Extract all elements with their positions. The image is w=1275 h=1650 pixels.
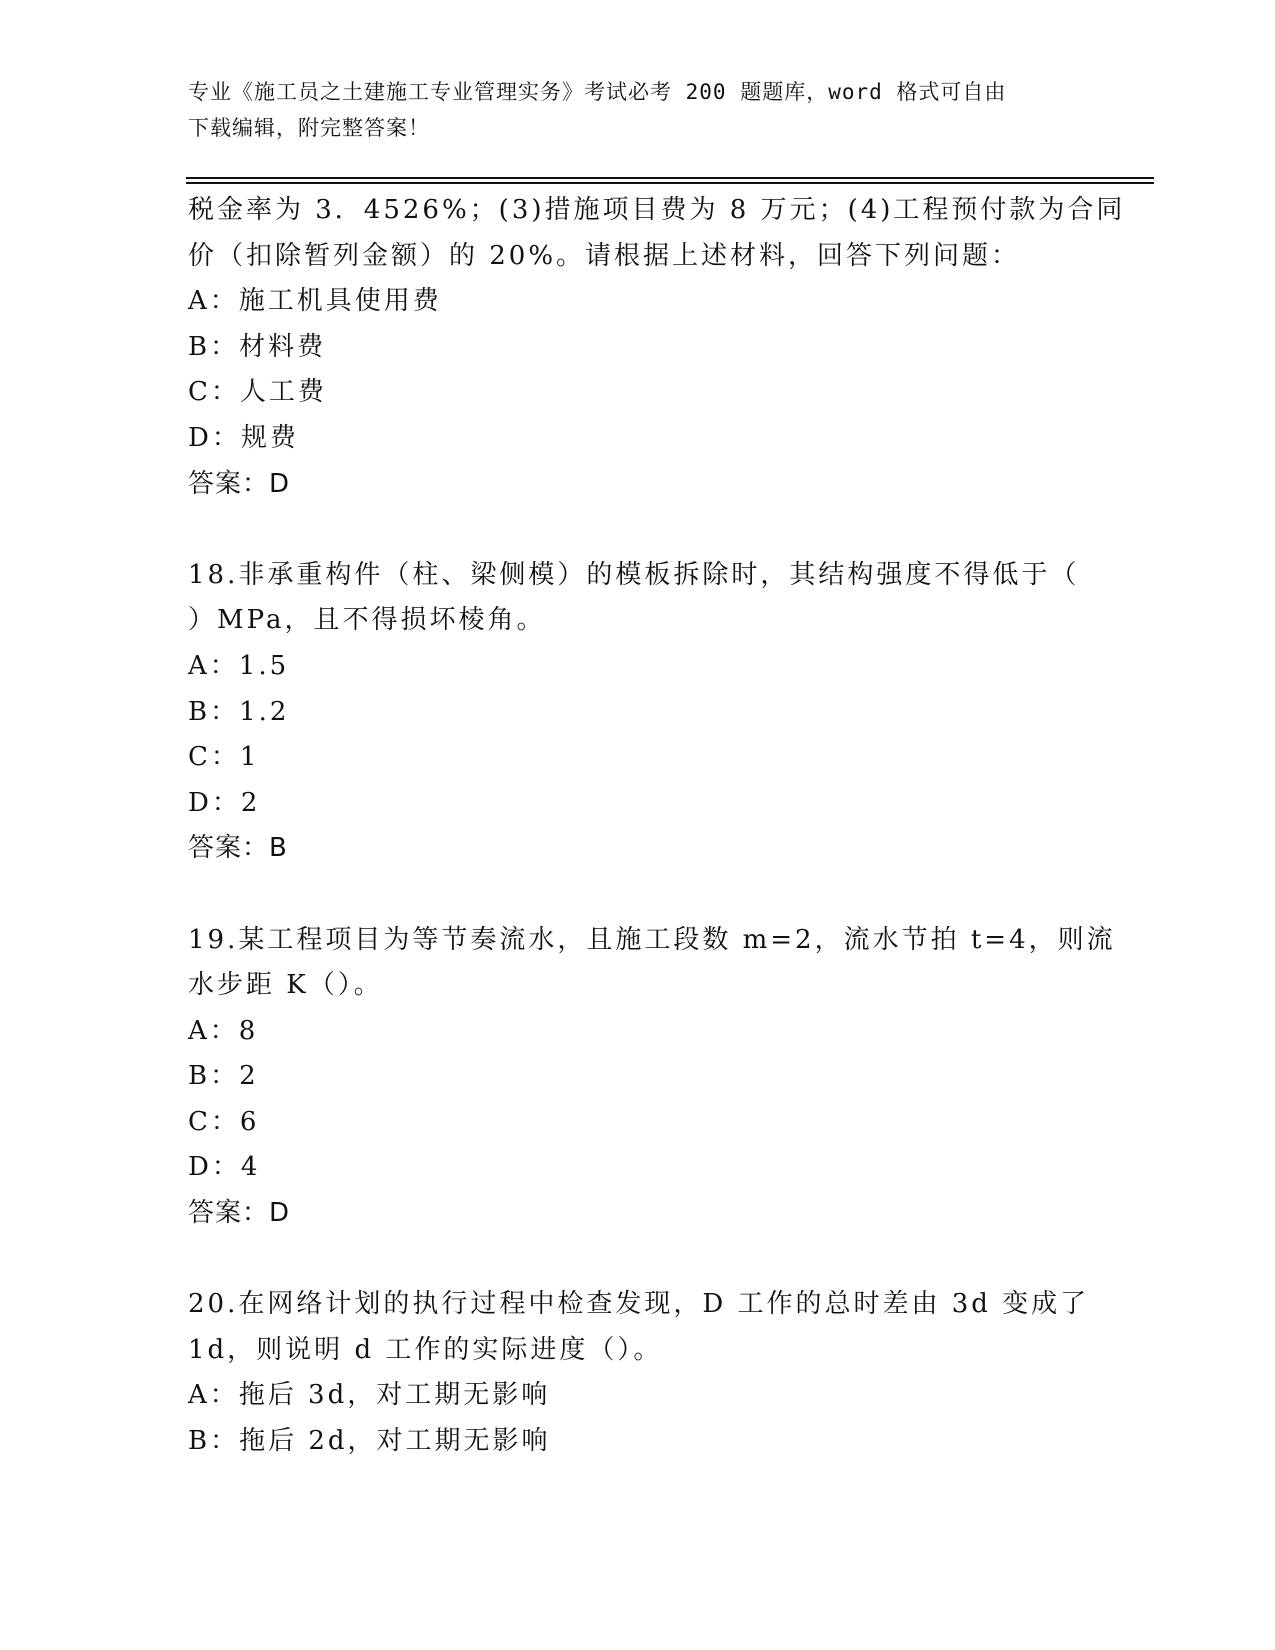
option-d: D：4 xyxy=(188,1152,261,1183)
option-c: C：人工费 xyxy=(188,377,327,408)
spacer xyxy=(188,1237,1068,1283)
question-text-line: 水步距 K（）。 xyxy=(188,970,383,1001)
option-b: B：拖后 2d，对工期无影响 xyxy=(188,1426,551,1457)
option-a: A：8 xyxy=(188,1015,259,1046)
option-b: B：材料费 xyxy=(188,331,327,362)
option-b: B：1.2 xyxy=(188,696,290,727)
question-19 xyxy=(188,918,1116,1237)
answer-line: 答案：B xyxy=(188,833,288,864)
option-c: C：1 xyxy=(188,742,260,773)
question-text-line: ）MPa，且不得损坏棱角。 xyxy=(188,605,546,636)
question-text-line: 1d，则说明 d 工作的实际进度（）。 xyxy=(188,1334,663,1365)
option-d: D：规费 xyxy=(188,422,299,453)
option-b: B：2 xyxy=(188,1061,259,1092)
answer-line: 答案：D xyxy=(188,1198,291,1229)
header-divider-top xyxy=(186,177,1154,179)
question-18 xyxy=(188,553,1080,872)
document-body xyxy=(188,188,1126,1465)
question-text-line: 20.在网络计划的执行过程中检查发现，D 工作的总时差由 3d 变成了 xyxy=(188,1289,1090,1320)
option-c: C：6 xyxy=(188,1106,260,1137)
spacer xyxy=(188,872,1068,918)
option-d: D：2 xyxy=(188,787,261,818)
header-line-2: 下载编辑，附完整答案！ xyxy=(188,116,430,140)
header-line-1: 专业《施工员之土建施工专业管理实务》考试必考 200 题题库，word 格式可自由 xyxy=(188,80,1007,104)
question-text-line: 税金率为 3．4526%；(3)措施项目费为 8 万元；(4)工程预付款为合同 xyxy=(188,195,1126,225)
question-17-continuation xyxy=(188,188,1126,507)
question-20 xyxy=(188,1282,1090,1464)
option-a: A：1.5 xyxy=(188,650,290,681)
question-text-line: 价（扣除暂列金额）的 20%。请根据上述材料，回答下列问题： xyxy=(188,240,1021,271)
answer-line: 答案：D xyxy=(188,468,291,499)
option-a: A：拖后 3d，对工期无影响 xyxy=(188,1380,551,1411)
header-divider-bottom xyxy=(186,182,1154,184)
option-a: A：施工机具使用费 xyxy=(188,286,442,317)
spacer xyxy=(188,507,1068,553)
question-text-line: 18.非承重构件（柱、梁侧模）的模板拆除时，其结构强度不得低于（ xyxy=(188,559,1080,590)
document-header xyxy=(188,74,1068,146)
question-text-line: 19.某工程项目为等节奏流水，且施工段数 m=2，流水节拍 t=4，则流 xyxy=(188,924,1116,955)
